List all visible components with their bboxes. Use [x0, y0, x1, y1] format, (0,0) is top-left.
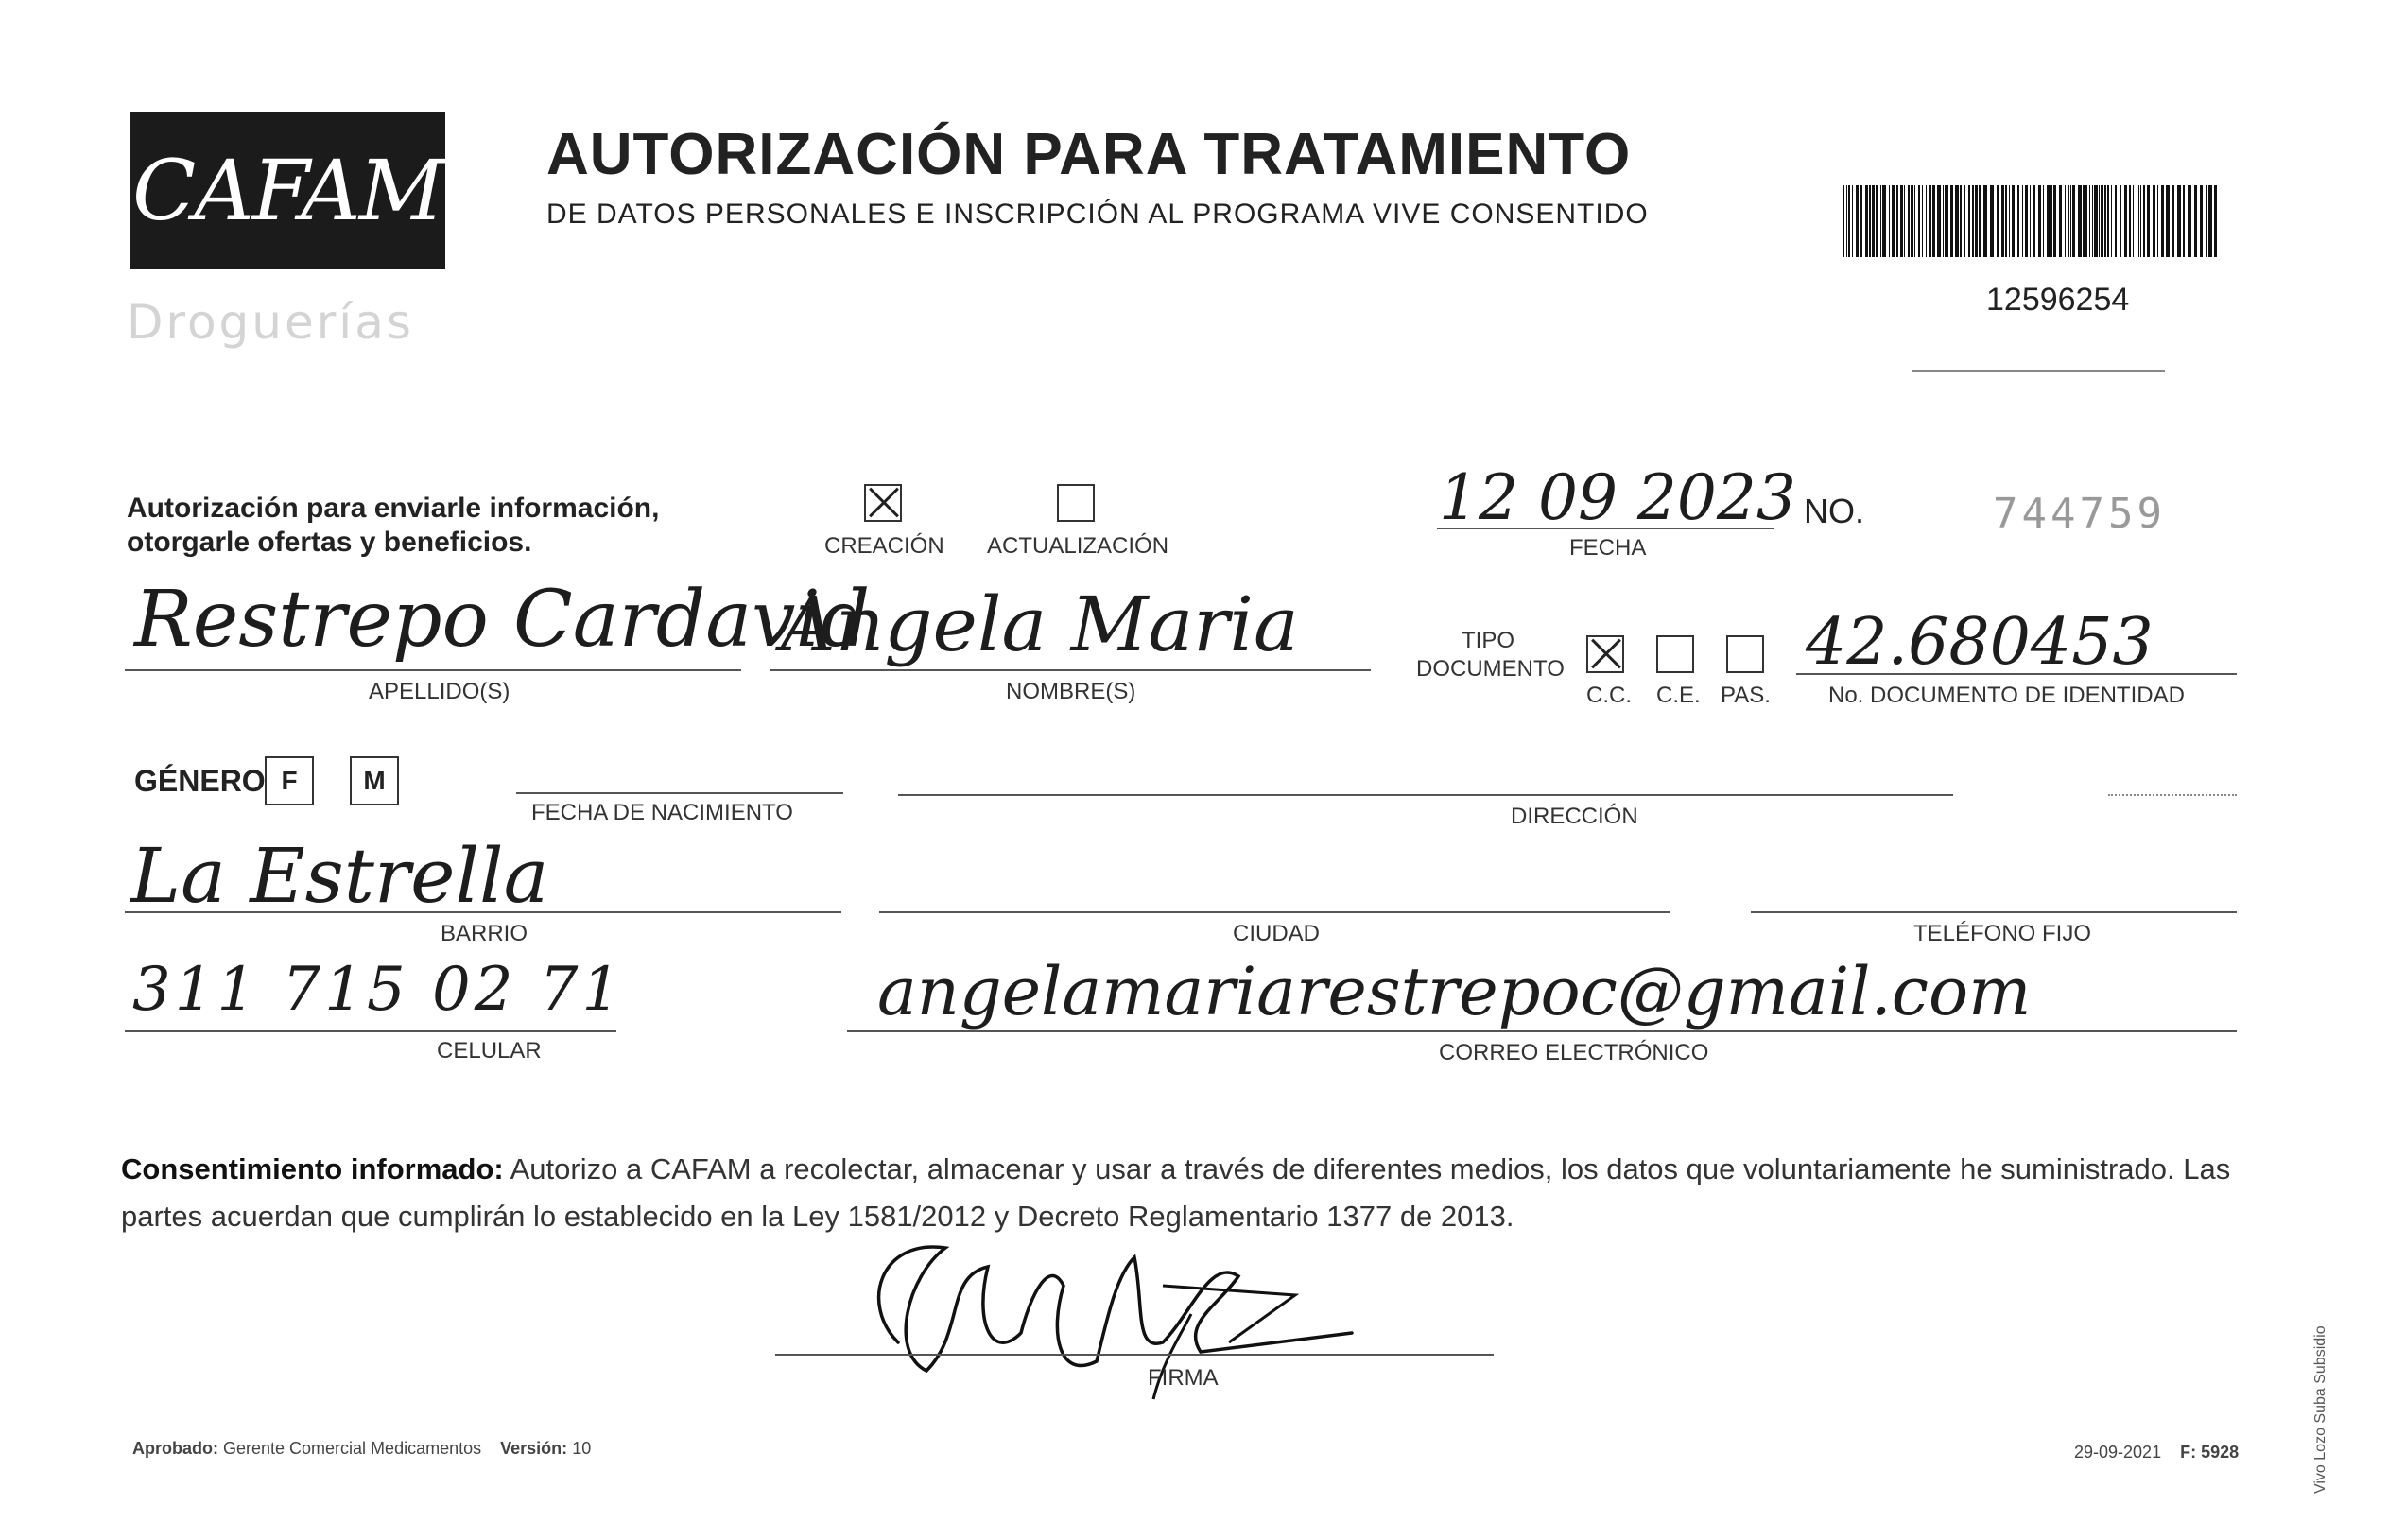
barcode-bar — [2143, 185, 2145, 257]
email-line — [847, 1030, 2237, 1032]
barcode-bar — [2153, 185, 2155, 257]
consent-text: Autorizo a CAFAM a recolectar, almacenar y usar a través de diferentes medios, los datos que voluntariamente he suministrado. Las partes acuerdan que cumplirán lo establecido en la Ley 1581/2012 y Decreto Reglamentario 1377 de 2013. — [121, 1152, 2231, 1233]
birthdate-line — [516, 792, 843, 794]
barcode-bar — [1892, 185, 1895, 257]
barcode-bar — [2065, 185, 2066, 257]
barrio-line — [125, 911, 841, 913]
barcode-bar — [2177, 185, 2181, 257]
barcode-bar — [2025, 185, 2028, 257]
barcode-bar — [2038, 185, 2041, 257]
mobile-label: CELULAR — [437, 1038, 542, 1064]
barcode-bar — [1950, 185, 1953, 257]
barcode-bar — [1846, 185, 1847, 257]
signature-drawing — [822, 1220, 1409, 1418]
barcode-bar — [2133, 185, 2134, 257]
city-label: CIUDAD — [1233, 921, 1321, 946]
birthdate-label: FECHA DE NACIMIENTO — [531, 800, 793, 825]
address-label: DIRECCIÓN — [1511, 804, 1638, 829]
barcode-bar — [2206, 185, 2207, 257]
footer-form-code: F: 5928 — [2180, 1443, 2240, 1462]
signature-line — [775, 1354, 1494, 1356]
approved-by — [132, 1439, 591, 1459]
date-value[interactable]: 12 09 2023 — [1439, 461, 1796, 534]
document-number-value[interactable]: 42.680453 — [1806, 605, 2154, 680]
barcode-bar — [1943, 185, 1944, 257]
phone-label: TELÉFONO FIJO — [1913, 921, 2092, 946]
barcode-bar — [1908, 185, 1910, 257]
barcode-bar — [2009, 185, 2010, 257]
barcode-bar — [1904, 185, 1905, 257]
barcode-bar — [1860, 185, 1862, 257]
approved-value: Gerente Comercial Medicamentos — [223, 1439, 482, 1458]
form-number: 744759 — [1993, 490, 2166, 538]
barcode-bar — [2083, 185, 2085, 257]
mobile-value[interactable]: 311 715 02 71 — [132, 955, 625, 1025]
barcode-bar — [2017, 185, 2019, 257]
name-value[interactable]: Angela Maria — [781, 580, 1299, 668]
barcode — [1843, 185, 2221, 257]
barcode-bar — [2172, 185, 2174, 257]
document-number-label: No. DOCUMENTO DE IDENTIDAD — [1828, 683, 2185, 708]
barcode-bar — [2214, 185, 2217, 257]
barcode-bar — [2161, 185, 2164, 257]
creation-label: CREACIÓN — [824, 533, 944, 559]
phone-line — [1751, 911, 2237, 913]
city-line — [879, 911, 1670, 913]
barcode-bar — [2022, 185, 2023, 257]
barcode-bar — [2005, 185, 2007, 257]
barcode-bar — [2183, 185, 2185, 257]
gender-m-box[interactable]: M — [350, 756, 399, 805]
footer-codes — [2074, 1443, 2239, 1462]
barcode-bar — [1990, 185, 1994, 257]
side-text: Vivo Lozo Suba Subsidio — [2312, 1325, 2328, 1494]
barcode-bar — [2078, 185, 2082, 257]
barcode-bar — [2051, 185, 2052, 257]
barcode-bar — [1900, 185, 1903, 257]
approved-label: Aprobado: — [132, 1439, 218, 1458]
barcode-bar — [2094, 185, 2098, 257]
barcode-bar — [1869, 185, 1871, 257]
barrio-value[interactable]: La Estrella — [130, 832, 549, 920]
barcode-bar — [2053, 185, 2056, 257]
address-line-end — [2108, 794, 2237, 796]
barcode-bar — [1843, 185, 1844, 257]
barrio-label: BARRIO — [441, 921, 528, 946]
barcode-bar — [1882, 185, 1886, 257]
cc-checkbox[interactable] — [1586, 635, 1624, 673]
email-label: CORREO ELECTRÓNICO — [1439, 1040, 1709, 1065]
barcode-bar — [2104, 185, 2106, 257]
barcode-bar — [2147, 185, 2150, 257]
barcode-bar — [1856, 185, 1859, 257]
barcode-bar — [1872, 185, 1875, 257]
document-subtitle: DE DATOS PERSONALES E INSCRIPCIÓN AL PROGRAMA VIVE CONSENTIDO — [546, 199, 1649, 230]
barcode-bar — [2208, 185, 2212, 257]
barcode-bar — [1947, 185, 1948, 257]
barcode-bar — [2124, 185, 2127, 257]
barcode-bar — [2101, 185, 2103, 257]
barcode-bar — [2001, 185, 2004, 257]
barcode-bar — [2030, 185, 2031, 257]
version-label: Versión: — [500, 1439, 568, 1458]
gender-f-box[interactable]: F — [265, 756, 314, 805]
barcode-bar — [1876, 185, 1878, 257]
cc-label: C.C. — [1586, 683, 1632, 708]
barcode-bar — [2099, 185, 2100, 257]
passport-checkbox[interactable] — [1726, 635, 1764, 673]
footer-date-code: 29-09-2021 — [2074, 1443, 2162, 1462]
barcode-bar — [1968, 185, 1970, 257]
doc-type-label-1: TIPO — [1462, 628, 1515, 653]
date-line — [1437, 528, 1774, 529]
barcode-bar — [1896, 185, 1898, 257]
barcode-bar — [2111, 185, 2112, 257]
barcode-bar — [1972, 185, 1974, 257]
barcode-bar — [2107, 185, 2109, 257]
barcode-bar — [1932, 185, 1935, 257]
barcode-bar — [2138, 185, 2139, 257]
barcode-bar — [2120, 185, 2121, 257]
surname-line — [125, 669, 741, 671]
document-number-line — [1796, 673, 2237, 675]
barcode-bar — [2194, 185, 2197, 257]
barcode-bar — [1937, 185, 1941, 257]
authorization-text — [127, 492, 659, 560]
barcode-bar — [1889, 185, 1890, 257]
barcode-bar — [1926, 185, 1927, 257]
authorization-line-2: otorgarle ofertas y beneficios. — [127, 527, 532, 558]
date-label: FECHA — [1569, 535, 1647, 561]
authorization-line-1: Autorización para enviarle información, — [127, 493, 660, 524]
cafam-logo — [130, 112, 445, 269]
barcode-bar — [1911, 185, 1913, 257]
barcode-bar — [2140, 185, 2141, 257]
barcode-bar — [1914, 185, 1915, 257]
name-label: NOMBRE(S) — [1006, 679, 1136, 704]
barcode-bar — [2115, 185, 2117, 257]
barcode-bar — [1964, 185, 1965, 257]
doc-type-label-2: DOCUMENTO — [1416, 656, 1565, 682]
barcode-bar — [1955, 185, 1959, 257]
logo-text: CAFAM — [132, 142, 442, 239]
barcode-bar — [1918, 185, 1920, 257]
barcode-bar — [1979, 185, 1981, 257]
name-line — [770, 669, 1371, 671]
barcode-bar — [1997, 185, 1999, 257]
update-label: ACTUALIZACIÓN — [987, 533, 1169, 559]
email-value[interactable]: angelamariarestrepoc@gmail.com — [877, 953, 2032, 1030]
consent-title: Consentimiento informado: — [121, 1152, 504, 1185]
ce-label: C.E. — [1656, 683, 1701, 708]
barcode-bar — [1848, 185, 1850, 257]
barcode-bar — [2059, 185, 2062, 257]
logo-subtitle: Droguerías — [127, 295, 414, 350]
barcode-bar — [1960, 185, 1962, 257]
barcode-bar — [2043, 185, 2044, 257]
barcode-number: 12596254 — [1986, 282, 2130, 318]
surname-value[interactable]: Restrepo Cardavid — [134, 575, 871, 665]
barcode-bar — [1975, 185, 1978, 257]
barcode-bar — [1880, 185, 1881, 257]
number-label: NO. — [1804, 492, 1865, 530]
barcode-bar — [1983, 185, 1987, 257]
version-value: 10 — [572, 1439, 592, 1458]
barcode-bar — [2070, 185, 2071, 257]
signature-label: FIRMA — [1148, 1365, 1219, 1391]
barcode-bar — [2200, 185, 2203, 257]
barcode-bar — [2092, 185, 2093, 257]
mobile-line — [125, 1030, 616, 1032]
barcode-bar — [2129, 185, 2131, 257]
barcode-bar — [2072, 185, 2075, 257]
ce-checkbox[interactable] — [1656, 635, 1694, 673]
barcode-bar — [2047, 185, 2051, 257]
surname-label: APELLIDO(S) — [369, 679, 510, 704]
barcode-bar — [2068, 185, 2069, 257]
update-checkbox[interactable] — [1057, 484, 1095, 522]
barcode-bar — [2166, 185, 2170, 257]
barcode-bar — [2157, 185, 2158, 257]
barcode-bar — [1945, 185, 1947, 257]
barcode-bar — [2188, 185, 2191, 257]
barcode-bar — [2033, 185, 2035, 257]
address-line — [898, 794, 1953, 796]
passport-label: PAS. — [1721, 683, 1771, 708]
barcode-bar — [1929, 185, 1931, 257]
barcode-bar — [1865, 185, 1868, 257]
barcode-bar — [2012, 185, 2015, 257]
gender-label: GÉNERO — [134, 764, 266, 798]
barcode-bar — [1852, 185, 1853, 257]
header-divider — [1912, 370, 2165, 372]
document-title: AUTORIZACIÓN PARA TRATAMIENTO — [546, 122, 1632, 187]
creation-checkbox[interactable] — [864, 484, 902, 522]
barcode-bar — [1922, 185, 1923, 257]
barcode-bar — [2089, 185, 2090, 257]
barcode-bar — [2085, 185, 2087, 257]
